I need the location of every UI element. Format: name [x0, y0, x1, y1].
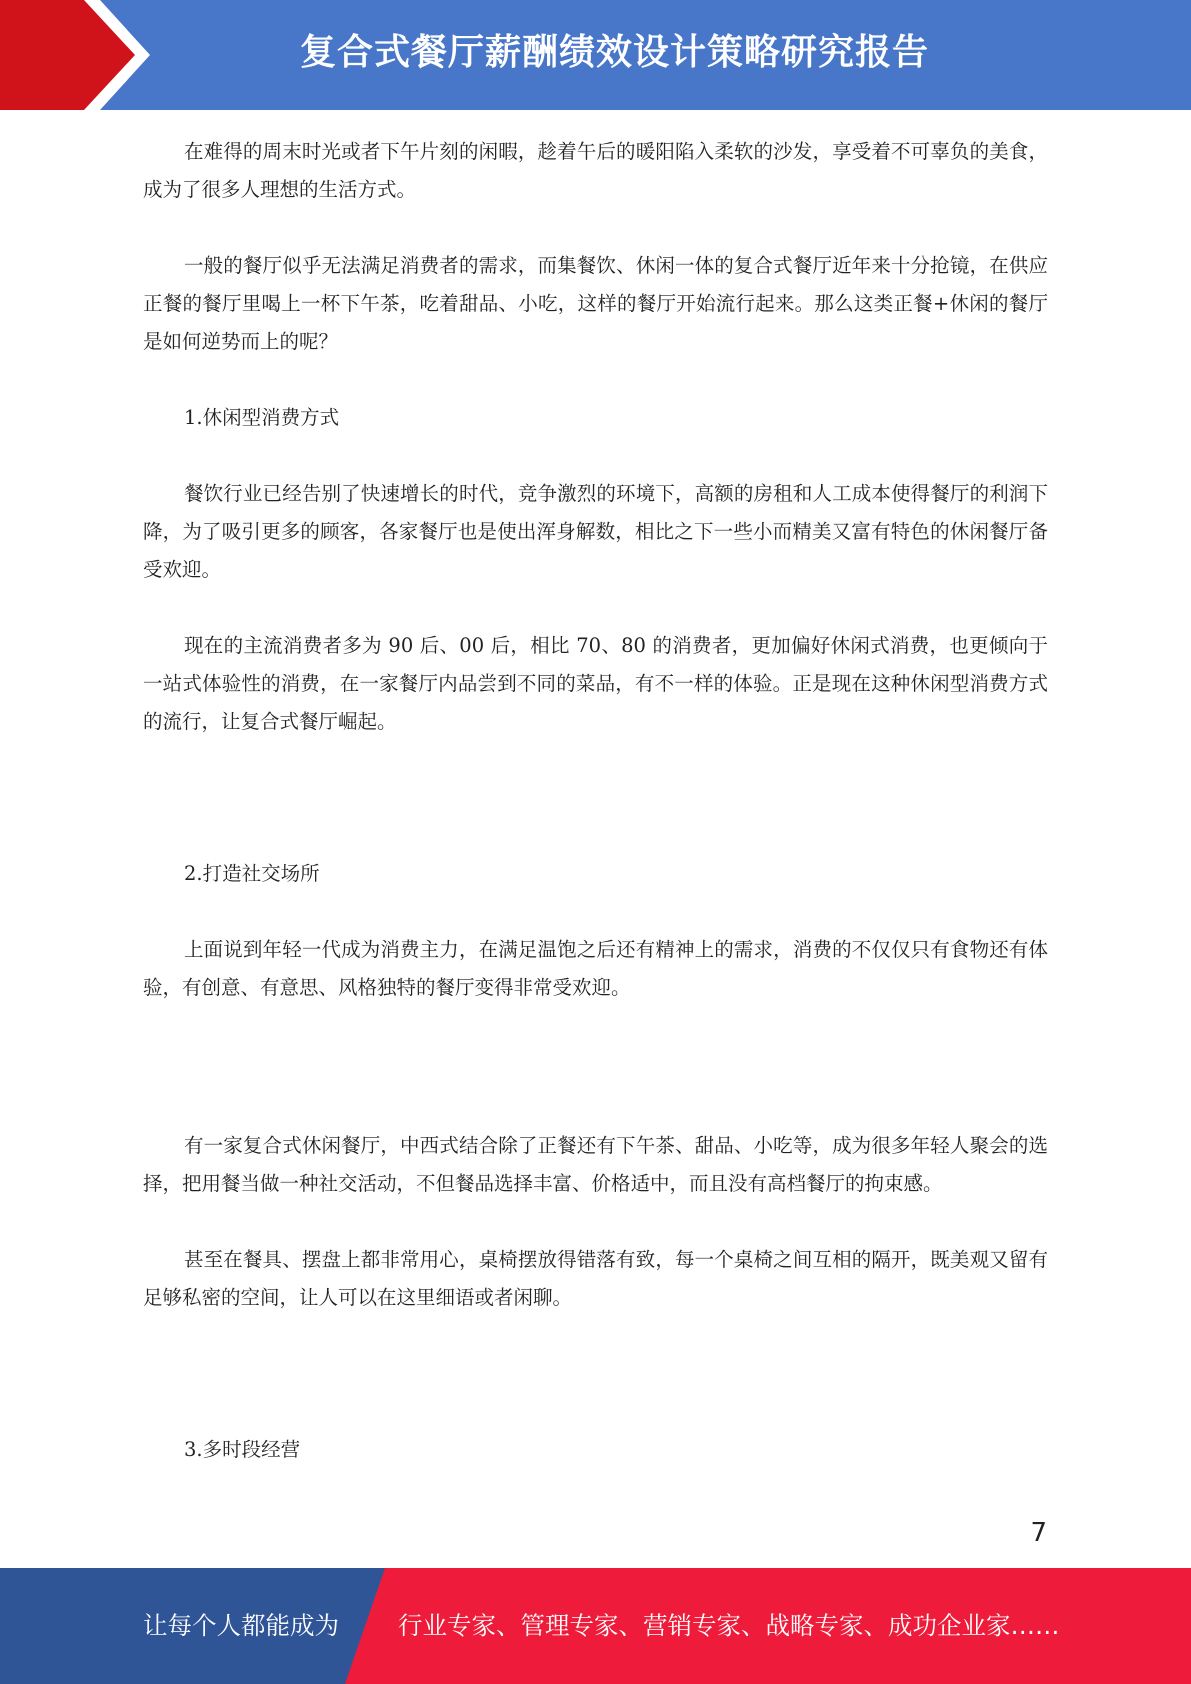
document-body — [143, 133, 1048, 1469]
footer-slogan-right: 行业专家、管理专家、营销专家、战略专家、成功企业家…… — [398, 1611, 1060, 1640]
footer-slogan-left: 让每个人都能成为 — [143, 1611, 339, 1640]
section-heading-3: 3.多时段经营 — [184, 1438, 301, 1461]
section-heading-2: 2.打造社交场所 — [184, 862, 320, 885]
paragraph-restaurant-trend: 一般的餐厅似乎无法满足消费者的需求，而集餐饮、休闲一体的复合式餐厅近年来十分抢镜，在供应正餐的餐厅里喝上一杯下午茶，吃着甜品、小吃，这样的餐厅开始流行起来。那么这类正餐+休闲的餐厅是如何逆势而上的呢？ — [143, 254, 1048, 353]
paragraph-mainstream-consumers: 现在的主流消费者多为 90 后、00 后，相比 70、80 的消费者，更加偏好休闲式消费，也更倾向于一站式体验性的消费，在一家餐厅内品尝到不同的菜品，有不一样的体验。正是现在这种休闲型消费方式的流行，让复合式餐厅崛起。 — [143, 634, 1048, 733]
report-title: 复合式餐厅薪酬绩效设计策略研究报告 — [300, 32, 930, 73]
paragraph-young-generation: 上面说到年轻一代成为消费主力，在满足温饱之后还有精神上的需求，消费的不仅仅只有食物还有体验，有创意、有意思、风格独特的餐厅变得非常受欢迎。 — [143, 938, 1048, 999]
section-heading-1: 1.休闲型消费方式 — [184, 406, 340, 429]
paragraph-tableware-layout: 甚至在餐具、摆盘上都非常用心，桌椅摆放得错落有致，每一个桌椅之间互相的隔开，既美观又留有足够私密的空间，让人可以在这里细语或者闲聊。 — [143, 1248, 1048, 1309]
paragraph-industry-competition: 餐饮行业已经告别了快速增长的时代，竞争激烈的环境下，高额的房租和人工成本使得餐厅的利润下降，为了吸引更多的顾客，各家餐厅也是使出浑身解数，相比之下一些小而精美又富有特色的休闲餐厅备受欢迎。 — [143, 482, 1048, 581]
paragraph-intro: 在难得的周末时光或者下午片刻的闲暇，趁着午后的暖阳陷入柔软的沙发，享受着不可辜负的美食，成为了很多人理想的生活方式。 — [143, 140, 1048, 201]
footer-banner — [0, 1568, 1191, 1684]
paragraph-casual-restaurant-example: 有一家复合式休闲餐厅，中西式结合除了正餐还有下午茶、甜品、小吃等，成为很多年轻人聚会的选择，把用餐当做一种社交活动，不但餐品选择丰富、价格适中，而且没有高档餐厅的拘束感。 — [143, 1134, 1048, 1195]
header-banner — [0, 0, 1191, 110]
page-number: 7 — [1030, 1518, 1047, 1548]
